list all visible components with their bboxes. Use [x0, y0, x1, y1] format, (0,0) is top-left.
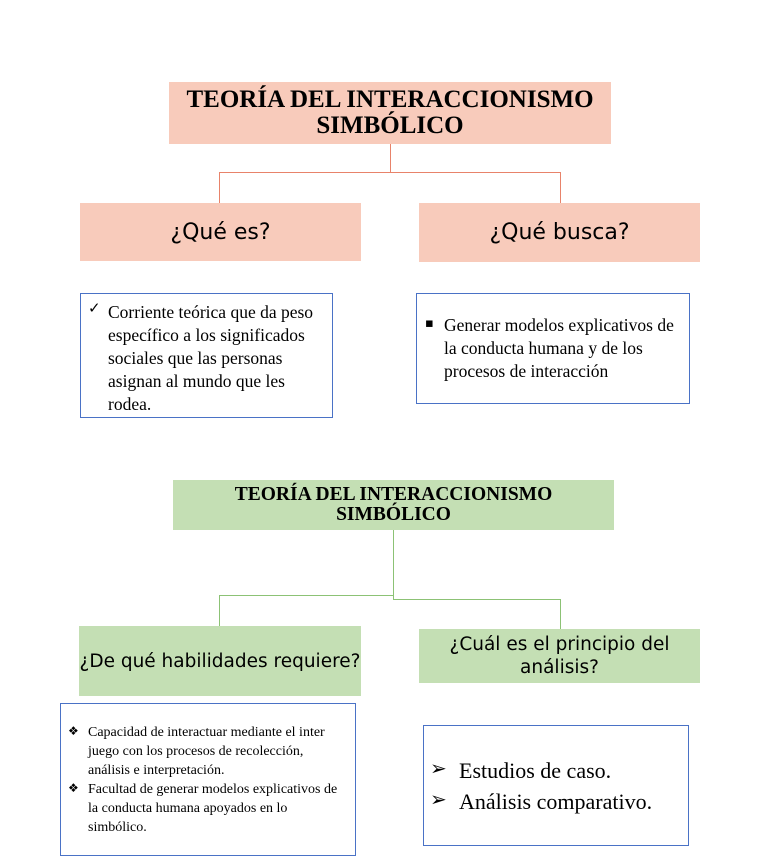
square-bullet-icon: ▪: [425, 316, 434, 331]
list-item: [68, 723, 341, 780]
question-habilidades-text: ¿De qué habilidades requiere?: [79, 650, 361, 672]
question-habilidades: [79, 626, 361, 696]
skill-text: Capacidad de interactuar mediante el inter juego con los procesos de recolección, análisis e interpretación.: [88, 725, 325, 778]
connector: [219, 172, 561, 173]
list-item: [68, 780, 341, 837]
purpose-box: [416, 293, 690, 404]
diagram2-title-text: TEORÍA DEL INTERACCIONISMO SIMBÓLICO: [234, 483, 553, 525]
definition-box: [80, 293, 333, 418]
connector: [219, 595, 394, 596]
question-que-busca: [419, 203, 700, 262]
list-item: [430, 786, 682, 817]
question-que-es: [80, 203, 361, 261]
diagram2-title: [173, 480, 614, 530]
list-item: [88, 301, 326, 416]
question-que-busca-text: ¿Qué busca?: [489, 220, 630, 245]
diamond-bullet-icon: ❖: [68, 781, 79, 795]
question-principio-text: ¿Cuál es el principio del análisis?: [449, 634, 670, 678]
principle-text: Análisis comparativo.: [459, 789, 653, 814]
diagram1-title: [169, 82, 611, 144]
arrowhead-bullet-icon: ➢: [430, 787, 447, 811]
question-que-es-text: ¿Qué es?: [170, 219, 271, 245]
diamond-bullet-icon: ❖: [68, 724, 79, 738]
arrowhead-bullet-icon: ➢: [430, 756, 447, 780]
principle-box: [423, 725, 689, 846]
connector: [560, 172, 561, 203]
connector: [390, 144, 391, 173]
connector: [393, 599, 561, 600]
diagram1-title-text: TEORÍA DEL INTERACCIONISMO SIMBÓLICO: [186, 85, 594, 139]
purpose-text: Generar modelos explicativos de la conducta humana y de los procesos de interacción: [444, 315, 674, 381]
question-principio: [419, 629, 700, 683]
definition-text: Corriente teórica que da peso específico a los significados sociales que las personas asignan al mundo que les rodea.: [108, 302, 314, 414]
list-item: [430, 755, 682, 786]
skills-box: [60, 703, 356, 856]
connector: [560, 599, 561, 629]
connector: [219, 595, 220, 626]
connector: [219, 172, 220, 203]
checkmark-icon: ✓: [88, 299, 101, 317]
connector: [393, 530, 394, 599]
principle-text: Estudios de caso.: [459, 758, 612, 783]
list-item: [425, 314, 681, 383]
skill-text: Facultad de generar modelos explicativos de la conducta humana apoyados en lo simbólico.: [88, 782, 338, 835]
